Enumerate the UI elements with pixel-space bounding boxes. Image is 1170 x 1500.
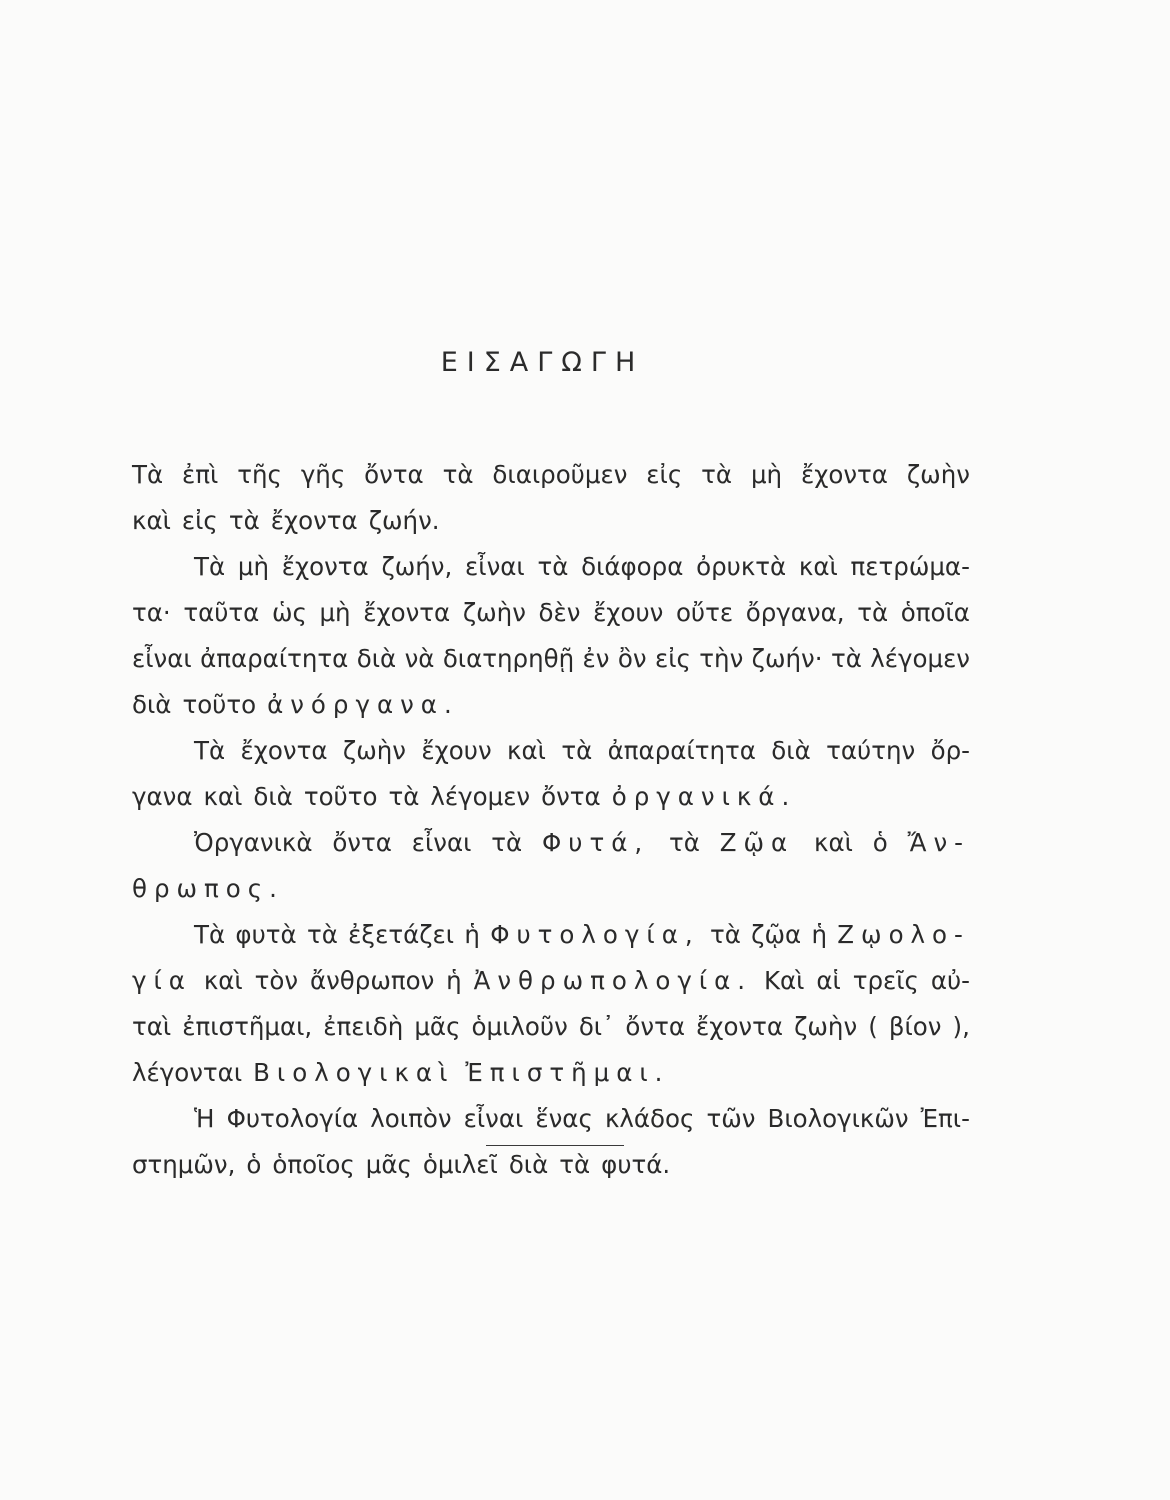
word: Ὀργανικὰ xyxy=(194,828,313,857)
word: τὰ xyxy=(561,736,593,765)
word: ὁ xyxy=(872,828,888,857)
word: τοῦτο xyxy=(182,690,257,719)
word: γία xyxy=(132,966,192,995)
text-line xyxy=(132,452,970,498)
word: εἶναι xyxy=(411,828,472,857)
word: ἔχοντα xyxy=(240,736,328,765)
word: αὐ- xyxy=(930,966,970,995)
word: Ἐπιστῆμαι. xyxy=(465,1058,670,1087)
word: ζωήν. xyxy=(368,506,440,535)
word: Φυτολογία, xyxy=(490,920,700,949)
word: ὂν xyxy=(617,644,647,673)
word: ὀρυκτὰ xyxy=(696,552,787,581)
word: εἶναι xyxy=(463,1104,524,1133)
word: Φυτολογία xyxy=(226,1104,359,1133)
word: ὡς xyxy=(271,598,307,627)
word: διὰ xyxy=(508,1150,549,1179)
word: ἔχοντα xyxy=(281,552,369,581)
text-line xyxy=(132,912,970,958)
word: ζωήν· xyxy=(751,644,823,673)
word: τὰ xyxy=(388,782,420,811)
word: Τὰ xyxy=(194,552,226,581)
word: ἔχοντα xyxy=(800,460,888,489)
word: ζῷα xyxy=(751,920,802,949)
word: διὰ xyxy=(356,644,397,673)
word: ζωὴν xyxy=(342,736,406,765)
word: θρωπος. xyxy=(132,874,284,903)
text-line xyxy=(132,820,970,866)
text-line xyxy=(132,866,970,912)
word: διαιροῦμεν xyxy=(492,460,628,489)
end-rule xyxy=(486,1145,624,1146)
word: ἡ xyxy=(464,920,480,949)
word: διὰ xyxy=(132,690,172,719)
word: μᾶς xyxy=(414,1012,461,1041)
word: ἔχοντα xyxy=(270,506,358,535)
text-line xyxy=(132,682,970,728)
word: ἀπαραίτητα xyxy=(607,736,756,765)
word: Βιολογικῶν xyxy=(767,1104,909,1133)
word: ὄντα xyxy=(332,828,392,857)
word: μᾶς xyxy=(365,1150,412,1179)
word: δι᾿ xyxy=(578,1012,615,1041)
word: Τὰ xyxy=(194,736,226,765)
word: ὁ xyxy=(246,1150,262,1179)
word: ἀνόργανα. xyxy=(267,690,459,719)
word: Βιολογικαὶ xyxy=(253,1058,455,1087)
text-line xyxy=(132,728,970,774)
word: μὴ xyxy=(750,460,783,489)
word: τὰ xyxy=(306,920,338,949)
word: καὶ xyxy=(203,966,243,995)
word: ἀπαραίτητα xyxy=(200,644,349,673)
word: Ζῷα xyxy=(719,828,795,857)
word: ζωήν, xyxy=(381,552,453,581)
text-line xyxy=(132,1004,970,1050)
word: ἔχουν xyxy=(421,736,492,765)
word: φυτά. xyxy=(601,1150,671,1179)
word: ἐν xyxy=(582,644,610,673)
word: ὄντα xyxy=(625,1012,685,1041)
word: αἱ xyxy=(816,966,841,995)
word: μὴ xyxy=(319,598,351,627)
word: Ζῳολο- xyxy=(837,920,970,949)
word: καὶ xyxy=(132,506,171,535)
word: Φυτά, xyxy=(542,828,650,857)
word: τῆς xyxy=(237,460,282,489)
word: ἔχουν xyxy=(593,598,664,627)
word: ζωὴν xyxy=(906,460,970,489)
word: ἡ xyxy=(446,966,462,995)
word: τὰ xyxy=(830,644,862,673)
word: διατηρηθῇ xyxy=(442,644,575,673)
word: Καὶ xyxy=(763,966,805,995)
word: νὰ xyxy=(404,644,435,673)
word: βίον xyxy=(888,1012,942,1041)
word: ὁποῖα xyxy=(900,598,970,627)
word: τὰ xyxy=(709,920,741,949)
word: καὶ xyxy=(203,782,243,811)
word: γῆς xyxy=(300,460,346,489)
chapter-title: ΕΙΣΑΓΩΓΗ xyxy=(440,347,645,378)
word: ὁμιλεῖ xyxy=(422,1150,498,1179)
word: ὄντα xyxy=(541,782,601,811)
word: ἐπειδὴ xyxy=(323,1012,404,1041)
word: ἕνας xyxy=(535,1104,593,1133)
text-line xyxy=(132,544,970,590)
word: ἔχοντα xyxy=(363,598,451,627)
word: εἰς xyxy=(181,506,218,535)
word: τὰ xyxy=(857,598,889,627)
word: ἐπὶ xyxy=(182,460,219,489)
word: διὰ xyxy=(253,782,293,811)
word: γανα xyxy=(132,782,193,811)
text-line xyxy=(132,958,970,1004)
word: ἐπιστῆμαι, xyxy=(182,1012,313,1041)
word: τῶν xyxy=(706,1104,756,1133)
word: ταύτην xyxy=(826,736,916,765)
text-line xyxy=(132,498,970,544)
word: διὰ xyxy=(771,736,811,765)
word: τα· xyxy=(132,598,171,627)
word: ταὶ xyxy=(132,1012,172,1041)
word: ὁμιλοῦν xyxy=(471,1012,568,1041)
word: τὰ xyxy=(228,506,260,535)
word: ὁποῖος xyxy=(272,1150,355,1179)
word: τὰ xyxy=(669,828,700,857)
word: τὰ xyxy=(442,460,474,489)
word: διάφορα xyxy=(581,552,684,581)
word: ταῦτα xyxy=(183,598,260,627)
word: Ἄν- xyxy=(907,828,970,857)
word: ), xyxy=(952,1012,970,1041)
word: καὶ xyxy=(814,828,853,857)
word: λοιπὸν xyxy=(370,1104,452,1133)
word: ὀργανικά. xyxy=(611,782,797,811)
word: φυτὰ xyxy=(235,920,297,949)
word: τὴν xyxy=(699,644,744,673)
body-text xyxy=(132,452,970,1188)
word: ἔχοντα xyxy=(696,1012,784,1041)
word: εἰς xyxy=(646,460,683,489)
word: πετρώμα- xyxy=(850,552,970,581)
word: εἰς xyxy=(654,644,691,673)
word: οὔτε xyxy=(675,598,734,627)
word: ( xyxy=(868,1012,878,1041)
word: τὰ xyxy=(537,552,569,581)
word: Τὰ xyxy=(194,920,226,949)
word: ζωὴν xyxy=(794,1012,858,1041)
word: Ἐπι- xyxy=(920,1104,970,1133)
word: μὴ xyxy=(237,552,269,581)
word: ἄνθρωπον xyxy=(309,966,435,995)
word: εἶναι xyxy=(132,644,192,673)
word: εἶναι xyxy=(465,552,525,581)
word: κλάδος xyxy=(604,1104,695,1133)
word: τὰ xyxy=(491,828,523,857)
text-line xyxy=(132,590,970,636)
word: τὸν xyxy=(254,966,299,995)
text-line xyxy=(132,774,970,820)
word: στημῶν, xyxy=(132,1150,236,1179)
word: τὰ xyxy=(701,460,733,489)
word: τὰ xyxy=(559,1150,591,1179)
text-line xyxy=(132,1142,970,1188)
word: Τὰ xyxy=(132,460,164,489)
word: ἐξετάζει xyxy=(348,920,455,949)
word: τρεῖς xyxy=(852,966,919,995)
word: ζωὴν xyxy=(462,598,526,627)
word: λέγομεν xyxy=(430,782,531,811)
word: ὄντα xyxy=(364,460,424,489)
word: δὲν xyxy=(538,598,581,627)
text-line xyxy=(132,1096,970,1142)
text-line xyxy=(132,636,970,682)
word: λέγονται xyxy=(132,1058,243,1087)
word: Ἡ xyxy=(194,1104,215,1133)
text-line xyxy=(132,1050,970,1096)
word: Ἀνθρωπολογία. xyxy=(473,966,753,995)
word: ὄργανα, xyxy=(745,598,845,627)
word: ὄρ- xyxy=(930,736,970,765)
word: λέγομεν xyxy=(870,644,970,673)
word: τοῦτο xyxy=(303,782,378,811)
word: καὶ xyxy=(507,736,546,765)
word: ἡ xyxy=(811,920,827,949)
word: καὶ xyxy=(798,552,838,581)
